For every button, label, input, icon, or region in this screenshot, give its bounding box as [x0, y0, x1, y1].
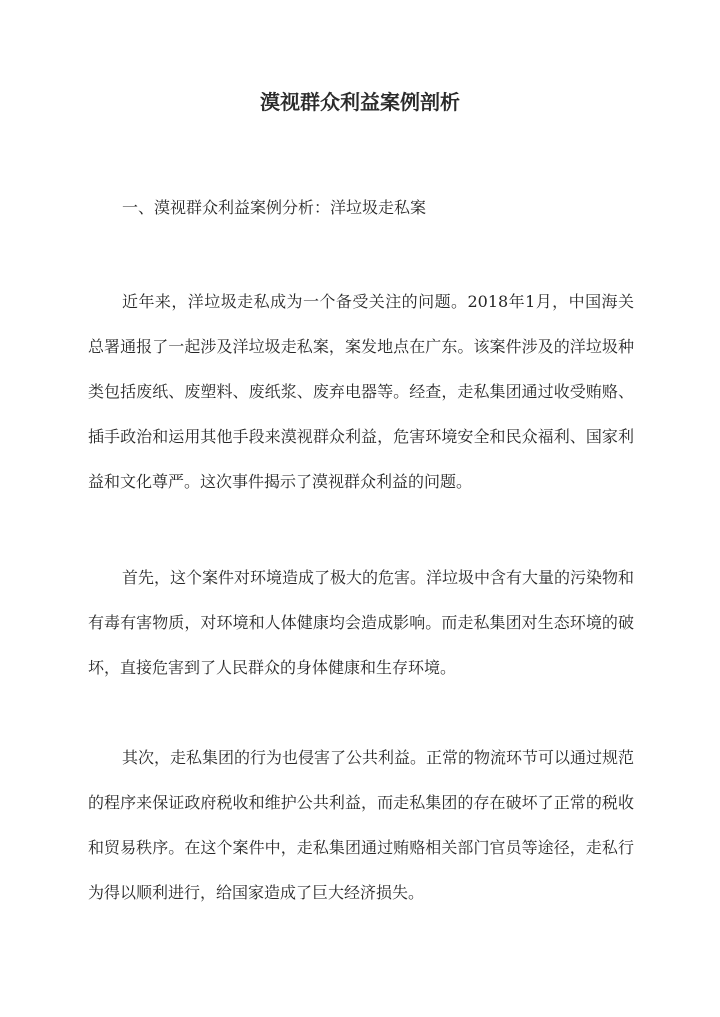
section-heading: 一、漠视群众利益案例分析：洋垃圾走私案 — [122, 198, 427, 217]
paragraph-environment: 首先，这个案件对环境造成了极大的危害。洋垃圾中含有大量的污染物和有毒有害物质，对环境和人体健康均会造成影响。而走私集团对生态环境的破坏，直接危害到了人民群众的身体健康和生存环境。 — [88, 568, 635, 677]
paragraph-intro: 近年来，洋垃圾走私成为一个备受关注的问题。2018年1月，中国海关总署通报了一起涉及洋垃圾走私案，案发地点在广东。该案件涉及的洋垃圾种类包括废纸、废塑料、废纸浆、废弃电器等。经查，走私集团通过收受贿赂、插手政治和运用其他手段来漠视群众利益，危害环境安全和民众福利、国家利益和文化尊严。这次事件揭示了漠视群众利益的问题。 — [88, 292, 634, 491]
paragraph-public-interest: 其次，走私集团的行为也侵害了公共利益。正常的物流环节可以通过规范的程序来保证政府税收和维护公共利益，而走私集团的存在破坏了正常的税收和贸易秩序。在这个案件中，走私集团通过贿赂相关部门官员等途径，走私行为得以顺利进行，给国家造成了巨大经济损失。 — [88, 748, 635, 902]
document-title: 漠视群众利益案例剖析 — [260, 90, 460, 114]
